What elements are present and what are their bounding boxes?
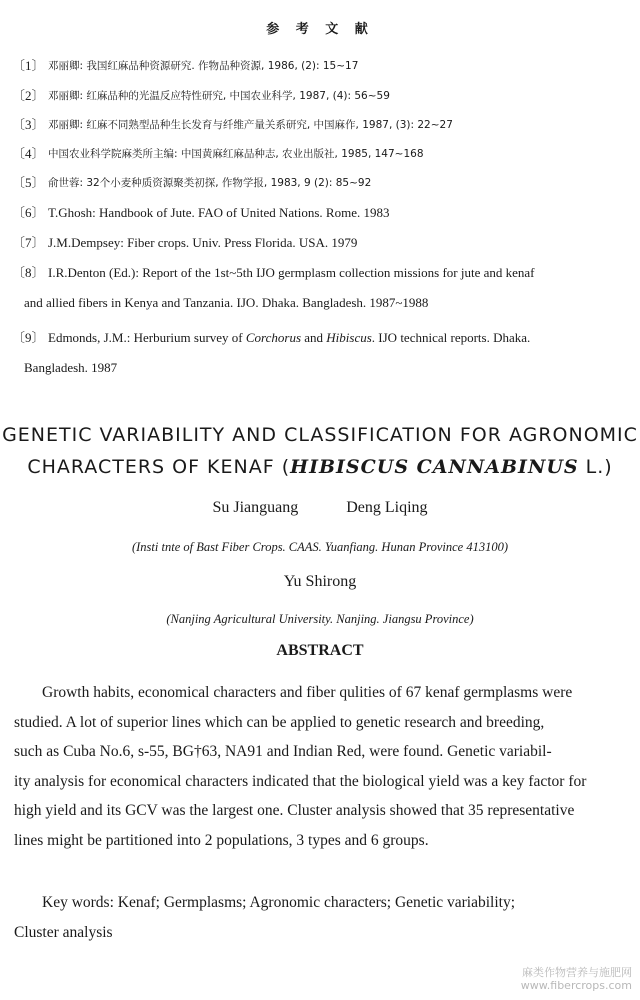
reference-text: T.Ghosh: Handbook of Jute. FAO of United Nations. Rome. 1983	[48, 205, 390, 220]
reference-text: J.M.Dempsey: Fiber crops. Univ. Press Florida. USA. 1979	[48, 235, 358, 250]
keywords	[14, 888, 634, 947]
reference-number: 〔9〕	[12, 330, 45, 345]
paper-title-line-1: GENETIC VARIABILITY AND CLASSIFICATION FOR AGRONOMIC	[2, 424, 638, 446]
paper-title-text: CHARACTERS OF KENAF (	[27, 456, 291, 478]
reference-number: 〔1〕	[12, 58, 45, 73]
watermark-url: www.fibercrops.com	[520, 979, 632, 992]
abstract-line: high yield and its GCV was the largest one. Cluster analysis showed that 35 representative	[14, 802, 575, 819]
references-title: 参 考 文 献	[266, 22, 374, 37]
keywords-line: Key words: Kenaf; Germplasms; Agronomic characters; Genetic variability;	[42, 894, 516, 911]
paper-title-text: L.)	[578, 456, 613, 478]
reference-genus-hibiscus: Hibiscus	[326, 330, 372, 345]
watermark-site-name: 麻类作物营养与施肥网	[522, 966, 632, 979]
species-name: HIBISCUS CANNABINUS	[290, 456, 579, 478]
reference-text: . IJO technical reports. Dhaka.	[371, 330, 531, 345]
reference-number: 〔6〕	[12, 205, 45, 220]
reference-genus-corchorus: Corchorus	[245, 330, 302, 345]
abstract-line: such as Cuba No.6, s-55, BG†63, NA91 and Indian Red, were found. Genetic variabil-	[14, 743, 552, 760]
reference-text: and	[301, 330, 327, 345]
reference-text: 邓丽卿: 红麻品种的光温反应特性研究, 中国农业科学, 1987, (4): 56~59	[48, 90, 390, 102]
reference-text-continued: Bangladesh. 1987	[24, 360, 118, 375]
reference-number: 〔3〕	[12, 117, 45, 132]
reference-text: 邓丽卿: 我国红麻品种资源研究. 作物品种资源, 1986, (2): 15~17	[48, 60, 359, 72]
reference-number: 〔8〕	[12, 265, 45, 280]
reference-number: 〔5〕	[12, 175, 45, 190]
author-name: Yu Shirong	[283, 573, 357, 590]
reference-text: 中国农业科学院麻类所主编: 中国黄麻红麻品种志, 农业出版社, 1985, 147~168	[48, 148, 424, 160]
reference-text: Edmonds, J.M.: Herburium survey of	[48, 330, 246, 345]
author-affiliation: (Insti tnte of Bast Fiber Crops. CAAS. Yuanfiang. Hunan Province 413100)	[131, 540, 509, 554]
reference-text: 邓丽卿: 红麻不同熟型品种生长发育与纤维产量关系研究, 中国麻作, 1987, (3): 22~27	[48, 119, 453, 131]
abstract-line: lines might be partitioned into 2 populations, 3 types and 6 groups.	[14, 831, 429, 849]
author-line	[0, 499, 640, 517]
paper-title-line-2	[0, 456, 640, 478]
abstract-body	[14, 678, 634, 855]
abstract-heading: ABSTRACT	[276, 642, 364, 659]
reference-text: 俞世蓉: 32个小麦种质资源聚类初探, 作物学报, 1983, 9 (2): 85~92	[48, 177, 372, 189]
abstract-line: ity analysis for economical characters indicated that the biological yield was a key factor for	[14, 772, 587, 790]
author-affiliation: (Nanjing Agricultural University. Nanjing. Jiangsu Province)	[166, 612, 474, 626]
abstract-line: studied. A lot of superior lines which can be applied to genetic research and breeding,	[14, 713, 545, 731]
reference-number: 〔4〕	[12, 146, 45, 161]
author-name: Su Jianguang	[212, 499, 299, 516]
author-name: Deng Liqing	[346, 499, 428, 516]
reference-number: 〔2〕	[12, 88, 45, 103]
reference-number: 〔7〕	[12, 235, 45, 250]
reference-text-continued: and allied fibers in Kenya and Tanzania. IJO. Dhaka. Bangladesh. 1987~1988	[24, 295, 429, 310]
abstract-line: Growth habits, economical characters and fiber qulities of 67 kenaf germplasms were	[42, 684, 573, 701]
keywords-line: Cluster analysis	[14, 923, 113, 941]
reference-text: I.R.Denton (Ed.): Report of the 1st~5th IJO germplasm collection missions for jute and kenaf	[48, 265, 535, 280]
site-watermark	[521, 966, 632, 992]
